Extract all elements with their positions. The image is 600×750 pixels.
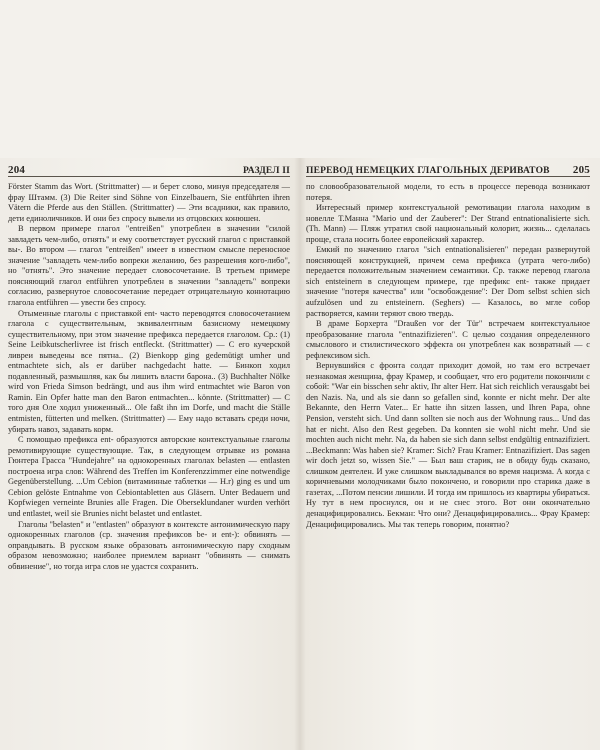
paragraph: С помощью префикса ent- образуются авторские контекстуальные глаголы ремотивирующие существующие. Так, в следующем отрывке из романа Гюнтера Грасса "Hundejahre" на однокоренных глаголах belasten — entlasten построена игра слов: Während des Treffen im Konferenzzimmer eine notwendige Gegenüberstellung. ...Um Cebion (витаминные таблетки — H.r) ging es und um Cebion gelöste Entnahme von Cebiontabletten aus Gläsern. Unter Bedauern und Kopfwiegen verneinte Brunies alle Fragen. Die Oberseklundaner wurden verhört und entlastet, weil sie Brunies nicht belastet und entlastet. [8,435,290,518]
running-header-left [8,158,290,177]
page-body [8,182,290,572]
paragraph: В драме Борхерта "Draußen vor der Tür" встречаем контекстуальное преобразование глагола "entnazifizieren". С целью создания определенного смыслового и стилистического эффекта он употреблен как возвратный — с рефлексивом sich. [306,319,590,360]
running-header-right [306,158,590,177]
paragraph: Интересный пример контекстуальной ремотивации глагола находим в новелле Т.Манна "Mario und der Zauberer": Der Strand entnationalisierte sich. (Th. Mann) — Пляж утратил свой национальный колорит, жизнь... сделалась проще, стала носить более европейский характер. [306,203,590,244]
right-page [306,158,590,750]
paragraph: Förster Stamm das Wort. (Strittmatter) — и берет слово, минуя председателя — фрау Штамм. (3) Die Reiter sind Söhne von Einzelbauern, Sie entführten ihren Vätern die Pferde aus den Ställen. (Strittmatter) — Эти всадники, как правило, дети единоличников. И они без спросу вывели из отцовских конюшен. [8,182,290,223]
page-number: 205 [572,164,590,176]
left-page [8,158,290,750]
book-spread [0,158,600,750]
paragraph: по словообразовательной модели, то есть в процессе перевода возникают потеря. [306,182,590,202]
paragraph: Отыменные глаголы с приставкой ent- часто переводятся словосочетанием глагола с существительным, эквивалентным базисному немецкому существительному, при этом значение префикса передается глаголом. Ср.: (1) Seine Leibkutscherlivree ist frisch entfleckt. (Strittmatter) — С его кучерской ливреи выведены все пятна.. (2) Bienkopp ging gedemütigt umher und entmachtete sich, als er darüber nachgedacht hatte. — Бинкоп ходил подавленный, размышляя, как бы лишить власти барона.. (3) Buchhalter Nölke wird von Frieda Simson bedrängt, und aus ihm wird entmachtet wie Baron von Ramin. Ein Opfer hatte man den Baron entmachten... könnte. (Strittmatter) — С того дня Оле ходил униженный... Ole faßt ihn im Dorfe, und macht die Ställe entmisten, fütterten und melken. (Strittmatter) — Ему надо вставать среди ночи, убирать навоз, задавать корм. [8,308,290,434]
paragraph: Вернувшийся с фронта солдат приходит домой, но там его встречает незнакомая женщина, фрау Крамер, и сообщает, что его родители покончили с собой: "War ein bisschen sehr aktiv, Ihr alter Herr. Hat sich reichlich verausgabt bei den Nazis. Na, und als sie dann so gefallen sind, konnte er nicht mehr. Der alte Bekannte, den Herrn Vater... Er hatte ihn sitzen lassen, und Ihren Papa, ohne Pension, versteht sich. Und dann sollten sie noch aus der Wohnung raus... Und das hat er nicht. Also den Rest gegeben. Da konnten sie wohl nicht mehr. Und sie mochten auch nicht mehr. Na, da haben sie sich dann selbst endgültig entnazifiziert. ...Beckmann: Was haben sie? Kramer: Sich? Frau Kramer: Entnazifiziert. Das sagen wir doch jetzt so, wissen Sie." — Был ваш старик, не в обиду будь сказано, слишком деятелен. И уже слишком выкладывался во время нацизма. А когда с коричневыми молодчиками было покончено, и говорили про старика даже в газетах, ...Потом пенсии лишили. И тогда им пришлось из квартиры убираться. Ну тут в нем проснулся, он и не снес этого. Вот они окончательно денацифицировались. Бекман: Что они? Денацифицировались... Фрау Крамер: Денацифицировались. Мы так теперь говорим, понятно? [306,361,590,529]
page-body [306,182,590,530]
paragraph: Глаголы "belasten" и "entlasten" образуют в контексте антонимическую пару однокоренных глаголов (ср. значения префиксов be- и ent-): обвинять — оправдывать. В русском языке образовать антонимическую пару сходным образом невозможно; наиболее приемлем вариант "обвинять — снимать обвинение", но тогда игра слов не удастся сохранить. [8,519,290,571]
chapter-title: ПЕРЕВОД НЕМЕЦКИХ ГЛАГОЛЬНЫХ ДЕРИВАТОВ [306,166,550,176]
page-number: 204 [8,164,26,176]
paragraph: В первом примере глагол "entreißen" употреблен в значении "силой завладеть чем-либо, отнять" и ему соответствует русский глагол с приставкой вы-. Во втором — глагол "entreißen" имеет в известном смысле переносное значение "завладеть чем-либо вопреки желанию, без разрешения кого-либо", но "отнять". Это значение передает словосочетание. В третьем примере поясняющий глагол entführen употреблен в значении "завладеть" вопреки согласию, развернутое словосочетание передает отрицательную коннотацию глагола entführen — увести без спросу. [8,224,290,308]
section-title: РАЗДЕЛ II [242,166,290,176]
paragraph: Емкий по значению глагол "sich entnationalisieren" передан развернутой поясняющей конструкцией, причем сема префикса (утрата чего-либо) передается положительным значением семантики. Ср. также перевод глагола sich entsteinern в следующем примере, где префикс ent- также придает значение "потеря качества" или "освобождение": Der Dom selbst schien sich aufzulösen und zu entsteinern. (Seghers) — Казалось, во мгле собор растворяется, камни теряют свою твердь. [306,245,590,318]
